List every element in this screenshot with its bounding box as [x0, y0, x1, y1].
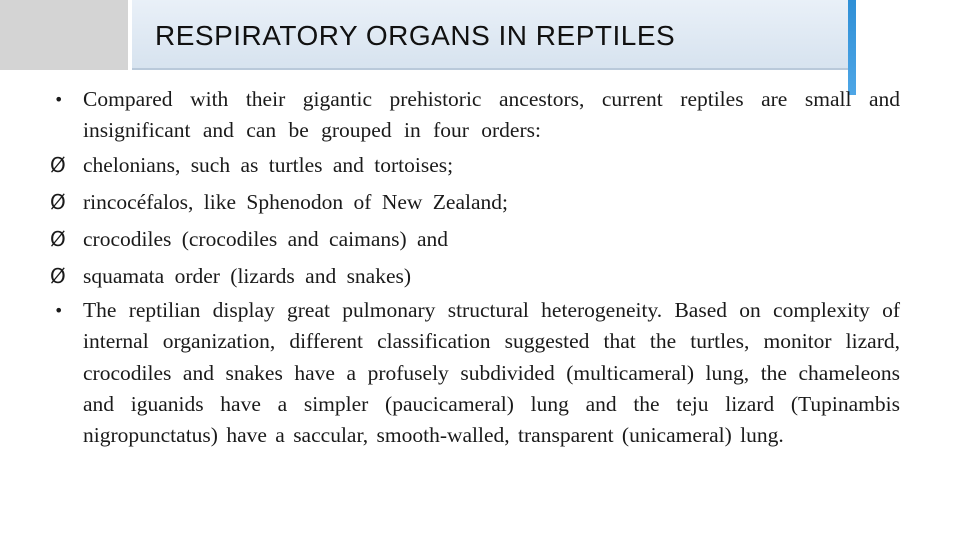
decorative-grey-block [0, 0, 128, 70]
list-item [50, 184, 900, 221]
list-item [50, 295, 900, 452]
list-item-text: The reptilian display great pulmonary structural heterogeneity. Based on complexity of internal organization, different classification suggested that the turtles, monitor lizard, crocodiles and snakes have a profusely subdivided (multicameral) lung, the chameleons and iguanids have a simpler (paucicameral) lung and the teju lizard (Tupinambis nigropunctatus) have a saccular, smooth-walled, transparent (unicameral) lung. [83, 297, 900, 448]
arrow-bullet-icon: Ø [50, 263, 66, 288]
bullet-dot-icon: • [54, 90, 64, 109]
arrow-bullet-icon: Ø [50, 152, 66, 177]
arrow-bullet-icon: Ø [50, 226, 66, 251]
bullet-dot-icon: • [54, 300, 64, 320]
list-item [50, 258, 900, 295]
slide-title: RESPIRATORY ORGANS IN REPTILES [155, 20, 676, 51]
list-item-text: Compared with their gigantic prehistoric ancestors, current reptiles are small and insignificant and can be grouped in four orders: [83, 87, 900, 143]
list-item-text: crocodiles (crocodiles and caimans) and [83, 226, 449, 251]
slide-body [50, 84, 900, 452]
list-item-text: chelonians, such as turtles and tortoises; [83, 152, 454, 177]
list-item-text: squamata order (lizards and snakes) [83, 263, 412, 288]
title-accent-stripe [848, 0, 856, 95]
arrow-bullet-icon: Ø [50, 189, 66, 214]
list-item [50, 147, 900, 184]
list-item [50, 221, 900, 258]
list-item [50, 84, 900, 147]
list-item-text: rincocéfalos, like Sphenodon of New Zealand; [83, 189, 509, 214]
